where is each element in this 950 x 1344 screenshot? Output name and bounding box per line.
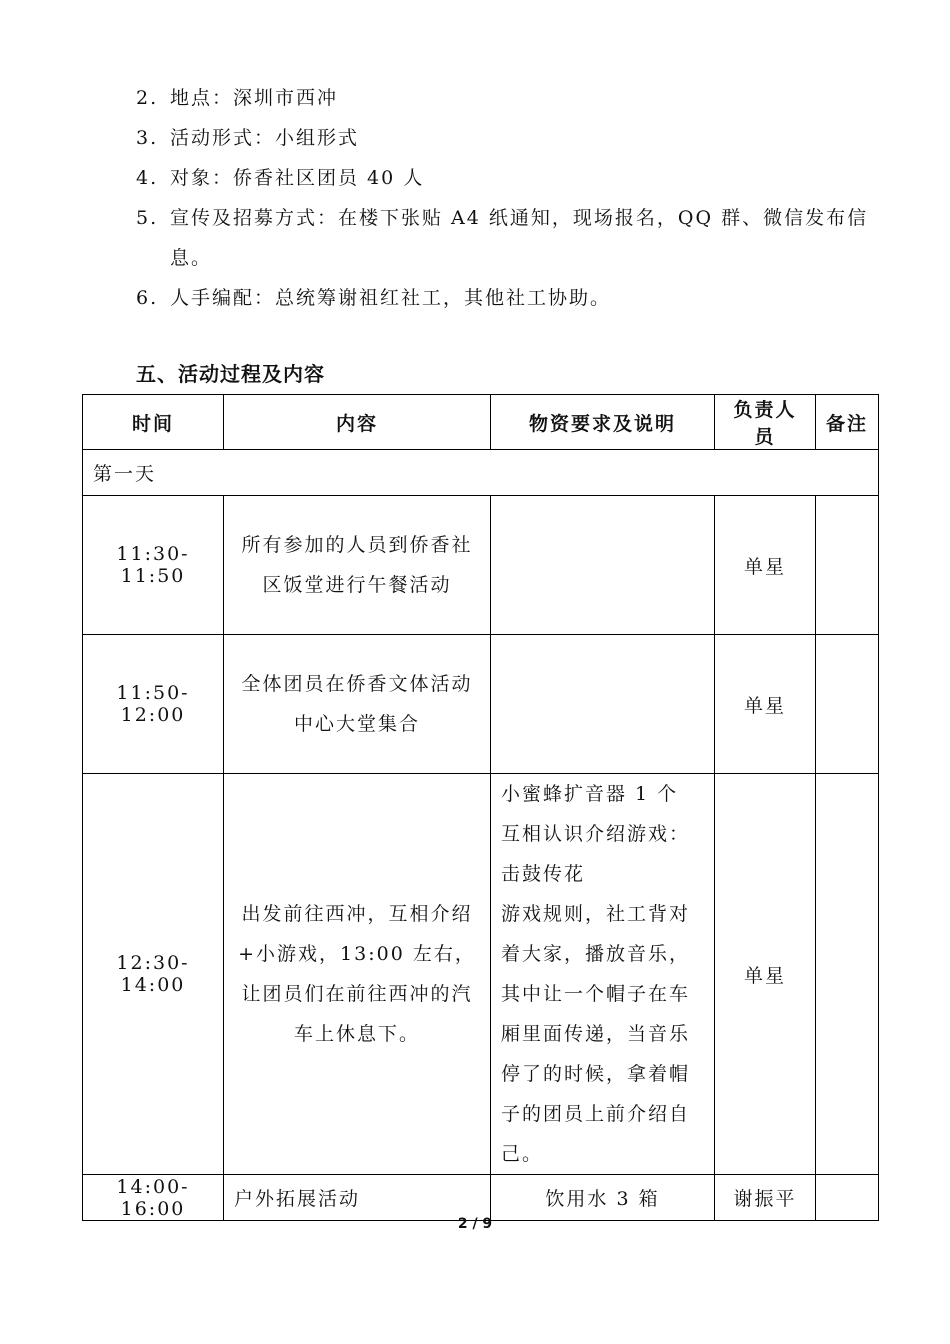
- list-number: 5.: [136, 207, 159, 229]
- cell-content: 所有参加的人员到侨香社区饭堂进行午餐活动: [224, 496, 491, 635]
- list-text: 人手编配：总统筹谢祖红社工，其他社工协助。: [170, 287, 612, 309]
- cell-time: 14:00-16:00: [83, 1175, 224, 1221]
- list-text: 地点：深圳市西冲: [170, 87, 339, 109]
- list-number: 2.: [136, 87, 159, 109]
- list-text: 活动形式：小组形式: [170, 127, 360, 149]
- cell-note: [816, 635, 879, 774]
- table-row: [83, 496, 879, 635]
- cell-content: 出发前往西冲，互相介绍+小游戏，13:00 左右，让团员们在前往西冲的汽车上休息下。: [224, 774, 491, 1175]
- header-materials: 物资要求及说明: [491, 395, 715, 450]
- cell-note: [816, 1175, 879, 1221]
- day-row: [83, 450, 879, 496]
- table-row: [83, 1175, 879, 1221]
- header-person: 负责人员: [715, 395, 816, 450]
- list-item: [136, 198, 876, 278]
- info-list: [136, 78, 876, 318]
- activity-table: [82, 394, 879, 1221]
- list-item: [136, 278, 876, 318]
- cell-content: 全体团员在侨香文体活动中心大堂集合: [224, 635, 491, 774]
- day-label: 第一天: [83, 450, 879, 496]
- cell-content: 户外拓展活动: [224, 1175, 491, 1221]
- table-row: [83, 635, 879, 774]
- cell-time: 11:30-11:50: [83, 496, 224, 635]
- list-text: 对象：侨香社区团员 40 人: [170, 167, 425, 189]
- list-number: 6.: [136, 287, 159, 309]
- cell-note: [816, 496, 879, 635]
- list-item: [136, 158, 876, 198]
- cell-materials: [491, 635, 715, 774]
- header-time: 时间: [83, 395, 224, 450]
- list-number: 3.: [136, 127, 159, 149]
- list-item: [136, 118, 876, 158]
- cell-person: 单星: [715, 496, 816, 635]
- header-note: 备注: [816, 395, 879, 450]
- cell-time: 11:50-12:00: [83, 635, 224, 774]
- cell-materials: 小蜜蜂扩音器 1 个 互相认识介绍游戏： 击鼓传花 游戏规则，社工背对着大家，播放音乐，其中让一个帽子在车厢里面传递，当音乐停了的时候，拿着帽子的团员上前介绍自己。: [491, 774, 715, 1175]
- cell-note: [816, 774, 879, 1175]
- cell-time: 12:30-14:00: [83, 774, 224, 1175]
- cell-person: 单星: [715, 774, 816, 1175]
- cell-person: 单星: [715, 635, 816, 774]
- section-title: 五、活动过程及内容: [136, 362, 325, 386]
- cell-materials: [491, 496, 715, 635]
- list-text: 宣传及招募方式：在楼下张贴 A4 纸通知，现场报名，QQ 群、微信发布信息。: [170, 207, 869, 269]
- page-number: 2 / 9: [457, 1216, 493, 1232]
- list-number: 4.: [136, 167, 159, 189]
- cell-materials: 饮用水 3 箱: [491, 1175, 715, 1221]
- header-content: 内容: [224, 395, 491, 450]
- table-row: [83, 774, 879, 1175]
- table-header-row: [83, 395, 879, 450]
- cell-person: 谢振平: [715, 1175, 816, 1221]
- list-item: [136, 78, 876, 118]
